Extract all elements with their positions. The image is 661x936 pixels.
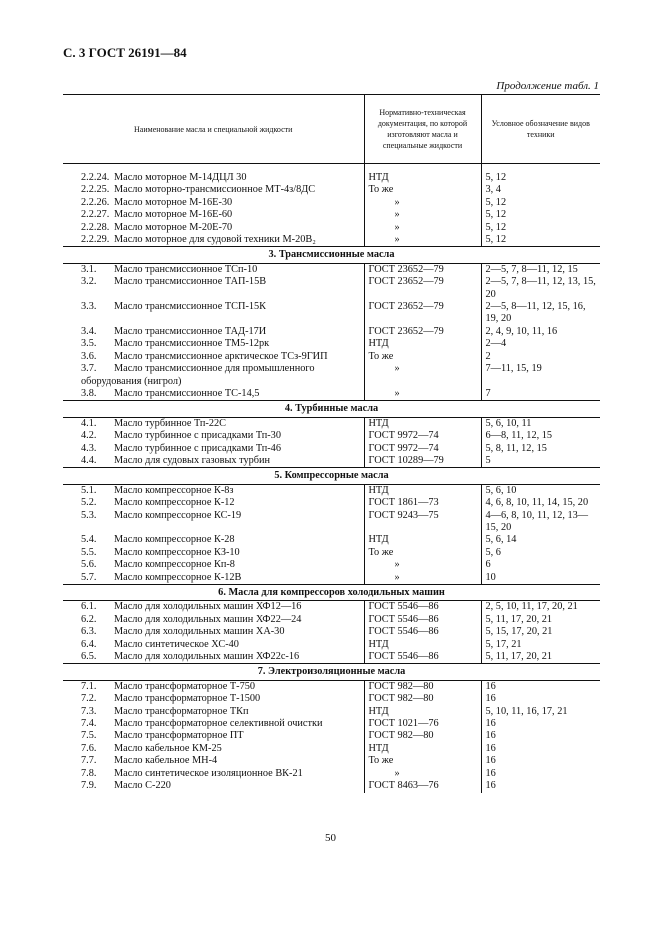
equipment-codes-cell: 7 xyxy=(481,388,600,401)
standard-doc-cell: ГОСТ 982—80 xyxy=(364,693,481,705)
table-row xyxy=(63,639,600,651)
standard-doc-cell: НТД xyxy=(364,743,481,755)
oil-name: Масло трансмиссионное ТМ5-12рк xyxy=(114,338,270,350)
table-row xyxy=(63,209,600,221)
standard-doc-cell: ГОСТ 9243—75 xyxy=(364,510,481,535)
oil-name-cell xyxy=(63,184,364,196)
oil-name: Масло трансформаторное ПТ xyxy=(114,730,244,742)
item-number: 4.2. xyxy=(81,430,97,442)
equipment-codes-cell: 2, 4, 9, 10, 11, 16 xyxy=(481,326,600,338)
table-row xyxy=(63,326,600,338)
oil-name-cell xyxy=(63,572,364,585)
oil-name-cell xyxy=(63,559,364,571)
equipment-codes-cell: 2—5, 7, 8—11, 12, 15 xyxy=(481,263,600,276)
table-row xyxy=(63,693,600,705)
table-row xyxy=(63,626,600,638)
column-header-name: Наименование масла и специальной жидкости xyxy=(63,95,364,164)
oil-name: Масло турбинное Тп-22С xyxy=(114,417,227,429)
oil-name: Масло моторное М-14ДЦЛ 30 xyxy=(114,172,247,183)
oil-name: Масло турбинное с присадками Тп-46 xyxy=(114,442,281,454)
oil-name: Масло трансформаторное селективной очистки xyxy=(114,718,323,730)
table-row xyxy=(63,222,600,234)
table-row xyxy=(63,172,600,184)
table-row xyxy=(63,388,600,401)
table-row xyxy=(63,455,600,468)
standard-doc-cell: ГОСТ 5546—86 xyxy=(364,651,481,664)
standard-doc-cell: То же xyxy=(364,755,481,767)
item-number: 2.2.29. xyxy=(81,234,110,246)
oil-name: Масло компрессорное К-8з xyxy=(114,484,234,496)
table-row xyxy=(63,430,600,442)
item-number: 3.6. xyxy=(81,350,97,362)
oil-name: Масло моторно-трансмиссионное МТ-4з/8ДС xyxy=(114,184,316,196)
equipment-codes-cell: 5, 12 xyxy=(481,234,600,247)
oil-name: Масло синтетическое ХС-40 xyxy=(114,638,239,650)
item-number: 7.8. xyxy=(81,767,97,779)
oil-name-cell xyxy=(63,351,364,363)
table-row xyxy=(63,363,600,388)
oil-name-cell xyxy=(63,276,364,301)
oil-name-cell xyxy=(63,497,364,509)
item-number: 6.3. xyxy=(81,626,97,638)
item-number: 3.2. xyxy=(81,276,97,288)
page-number: 50 xyxy=(325,832,336,844)
table-row xyxy=(63,706,600,718)
equipment-codes-cell: 5, 8, 11, 12, 15 xyxy=(481,443,600,455)
oil-name-cell xyxy=(63,301,364,326)
spacer-cell xyxy=(364,164,481,173)
oil-table xyxy=(63,94,600,793)
equipment-codes-cell: 5, 15, 17, 20, 21 xyxy=(481,626,600,638)
oil-name: Масло компрессорное Кп-8 xyxy=(114,559,235,571)
oil-name-cell xyxy=(63,209,364,221)
standard-doc-cell: » xyxy=(364,234,481,247)
oil-name-cell xyxy=(63,693,364,705)
standard-doc-cell: ГОСТ 8463—76 xyxy=(364,780,481,792)
oil-name: Масло С-220 xyxy=(114,780,171,792)
oil-name-cell xyxy=(63,706,364,718)
standard-doc-cell: » xyxy=(364,559,481,571)
standard-doc-cell: ГОСТ 982—80 xyxy=(364,680,481,693)
item-number: 2.2.28. xyxy=(81,221,110,233)
oil-name-cell xyxy=(63,326,364,338)
oil-name-cell xyxy=(63,768,364,780)
equipment-codes-cell: 16 xyxy=(481,768,600,780)
section-title: 5. Компрессорные масла xyxy=(63,468,600,484)
standard-doc-cell: ГОСТ 9972—74 xyxy=(364,430,481,442)
oil-name-cell xyxy=(63,755,364,767)
item-number: 4.1. xyxy=(81,417,97,429)
item-number: 7.5. xyxy=(81,730,97,742)
equipment-codes-cell: 4—6, 8, 10, 11, 12, 13—15, 20 xyxy=(481,510,600,535)
spacer-cell xyxy=(63,164,364,173)
equipment-codes-cell: 2 xyxy=(481,351,600,363)
standard-doc-cell: НТД xyxy=(364,417,481,430)
table-row xyxy=(63,197,600,209)
item-number: 2.2.25. xyxy=(81,184,110,196)
table-row xyxy=(63,510,600,535)
standard-doc-cell: ГОСТ 10289—79 xyxy=(364,455,481,468)
item-number: 7.3. xyxy=(81,705,97,717)
table-row xyxy=(63,338,600,350)
standard-doc-cell: ГОСТ 5546—86 xyxy=(364,601,481,614)
oil-name: Масло моторное М-20Е-70 xyxy=(114,221,233,233)
oil-name-cell xyxy=(63,222,364,234)
section-title: 3. Трансмиссионные масла xyxy=(63,247,600,263)
oil-name: Масло для холодильных машин ХФ22—24 xyxy=(114,613,302,625)
equipment-codes-cell: 5 xyxy=(481,455,600,468)
oil-name-cell xyxy=(63,455,364,468)
table-row xyxy=(63,351,600,363)
standard-doc-cell: ГОСТ 23652—79 xyxy=(364,326,481,338)
equipment-codes-cell: 16 xyxy=(481,780,600,792)
spacer-cell xyxy=(481,164,600,173)
section-heading-row xyxy=(63,585,600,601)
oil-name: Масло трансформаторное Т-1500 xyxy=(114,693,261,705)
standard-doc-cell: » xyxy=(364,209,481,221)
standard-doc-cell: ГОСТ 5546—86 xyxy=(364,614,481,626)
oil-name: Масло для холодильных машин ХФ12—16 xyxy=(114,601,302,613)
standard-doc-cell: НТД xyxy=(364,484,481,497)
item-number: 3.3. xyxy=(81,301,97,313)
equipment-codes-cell: 16 xyxy=(481,680,600,693)
oil-name-cell xyxy=(63,430,364,442)
equipment-codes-cell: 16 xyxy=(481,718,600,730)
oil-name-cell xyxy=(63,718,364,730)
oil-name-cell xyxy=(63,639,364,651)
item-number: 4.3. xyxy=(81,442,97,454)
section-heading-row xyxy=(63,664,600,680)
item-number: 3.5. xyxy=(81,338,97,350)
oil-name-cell xyxy=(63,626,364,638)
equipment-codes-cell: 6 xyxy=(481,559,600,571)
oil-name-cell xyxy=(63,510,364,535)
oil-name: Масло трансмиссионное ТАД-17И xyxy=(114,325,267,337)
oil-name-cell xyxy=(63,338,364,350)
table-row xyxy=(63,443,600,455)
equipment-codes-cell: 5, 12 xyxy=(481,222,600,234)
equipment-codes-cell: 5, 11, 17, 20, 21 xyxy=(481,614,600,626)
oil-name-cell xyxy=(63,263,364,276)
standard-doc-cell: То же xyxy=(364,184,481,196)
oil-name-cell xyxy=(63,197,364,209)
item-number: 5.7. xyxy=(81,571,97,583)
table-continuation-note: Продолжение табл. 1 xyxy=(496,80,599,92)
standard-doc-cell: ГОСТ 23652—79 xyxy=(364,301,481,326)
oil-name: Масло трансмиссионное ТС-14,5 xyxy=(114,387,260,399)
table-row xyxy=(63,497,600,509)
standard-doc-cell: НТД xyxy=(364,534,481,546)
section-title: 7. Электроизоляционные масла xyxy=(63,664,600,680)
oil-name: Масло моторное М-16Е-60 xyxy=(114,209,233,221)
item-number: 3.7. xyxy=(81,363,97,375)
oil-name: Масло синтетическое изоляционное ВК-21 xyxy=(114,767,303,779)
equipment-codes-cell: 5, 6, 10 xyxy=(481,484,600,497)
section-title: 6. Масла для компрессоров холодильных машин xyxy=(63,585,600,601)
standard-doc-cell: » xyxy=(364,572,481,585)
standard-doc-cell: НТД xyxy=(364,639,481,651)
oil-name: Масло кабельное КМ-25 xyxy=(114,742,222,754)
equipment-codes-cell: 16 xyxy=(481,755,600,767)
table-row xyxy=(63,276,600,301)
standard-doc-cell: ГОСТ 1861—73 xyxy=(364,497,481,509)
standard-doc-cell: То же xyxy=(364,351,481,363)
item-number: 7.4. xyxy=(81,718,97,730)
column-header-doc: Нормативно-техническая документация, по которой изготовляют масла и специальные жидкости xyxy=(364,95,481,164)
item-number: 5.4. xyxy=(81,534,97,546)
standard-doc-cell: » xyxy=(364,222,481,234)
table-row xyxy=(63,614,600,626)
table-row xyxy=(63,484,600,497)
equipment-codes-cell: 16 xyxy=(481,693,600,705)
standard-doc-cell: ГОСТ 23652—79 xyxy=(364,263,481,276)
equipment-codes-cell: 16 xyxy=(481,743,600,755)
oil-name: Масло компрессорное К-28 xyxy=(114,534,235,546)
oil-name-cell xyxy=(63,780,364,792)
item-number: 2.2.26. xyxy=(81,196,110,208)
oil-name-cell xyxy=(63,651,364,664)
item-number: 6.5. xyxy=(81,651,97,663)
table-row xyxy=(63,534,600,546)
item-number: 7.7. xyxy=(81,755,97,767)
table-row xyxy=(63,234,600,247)
table-row xyxy=(63,780,600,792)
page-header-title: С. 3 ГОСТ 26191—84 xyxy=(63,45,187,60)
oil-name-cell xyxy=(63,547,364,559)
oil-name-cell xyxy=(63,363,364,388)
oil-name: Масло трансмиссионное ТСП-15К xyxy=(114,301,267,313)
table-row xyxy=(63,417,600,430)
table-row xyxy=(63,730,600,742)
oil-name: Масло трансформаторное Т-750 xyxy=(114,680,256,692)
item-number: 5.2. xyxy=(81,497,97,509)
equipment-codes-cell: 5, 6 xyxy=(481,547,600,559)
equipment-codes-cell: 5, 6, 10, 11 xyxy=(481,417,600,430)
table-row xyxy=(63,184,600,196)
item-number: 2.2.24. xyxy=(81,172,110,183)
item-number: 5.5. xyxy=(81,546,97,558)
equipment-codes-cell: 10 xyxy=(481,572,600,585)
table-row xyxy=(63,651,600,664)
table-row xyxy=(63,680,600,693)
oil-name: Масло для холодильных машин ХА-30 xyxy=(114,626,285,638)
item-number: 6.1. xyxy=(81,601,97,613)
table-row xyxy=(63,547,600,559)
section-heading-row xyxy=(63,401,600,417)
table-row xyxy=(63,743,600,755)
standard-doc-cell: » xyxy=(364,768,481,780)
standard-doc-cell: ГОСТ 1021—76 xyxy=(364,718,481,730)
standard-doc-cell: НТД xyxy=(364,172,481,184)
table-body xyxy=(63,164,600,793)
equipment-codes-cell: 5, 10, 11, 16, 17, 21 xyxy=(481,706,600,718)
equipment-codes-cell: 6—8, 11, 12, 15 xyxy=(481,430,600,442)
item-number: 6.4. xyxy=(81,638,97,650)
equipment-codes-cell: 7—11, 15, 19 xyxy=(481,363,600,388)
table-row xyxy=(63,263,600,276)
standard-doc-cell: » xyxy=(364,197,481,209)
oil-name: Масло моторное для судовой техники М-20В₂ xyxy=(114,234,316,246)
equipment-codes-cell: 2—5, 7, 8—11, 12, 13, 15, 20 xyxy=(481,276,600,301)
oil-name: Масло для холодильных машин ХФ22с-16 xyxy=(114,651,300,663)
equipment-codes-cell: 4, 6, 8, 10, 11, 14, 15, 20 xyxy=(481,497,600,509)
table-row xyxy=(63,559,600,571)
oil-name-cell xyxy=(63,443,364,455)
standard-doc-cell: НТД xyxy=(364,706,481,718)
item-number: 7.2. xyxy=(81,693,97,705)
oil-name-cell xyxy=(63,172,364,184)
oil-name: Масло компрессорное К-12 xyxy=(114,497,235,509)
oil-name: Масло для судовых газовых турбин xyxy=(114,454,271,466)
oil-name-cell xyxy=(63,601,364,614)
item-number: 7.6. xyxy=(81,742,97,754)
standard-doc-cell: ГОСТ 982—80 xyxy=(364,730,481,742)
standard-doc-cell: То же xyxy=(364,547,481,559)
table-row xyxy=(63,572,600,585)
section-heading-row xyxy=(63,468,600,484)
standard-doc-cell: » xyxy=(364,388,481,401)
equipment-codes-cell: 2—5, 8—11, 12, 15, 16, 19, 20 xyxy=(481,301,600,326)
standard-doc-cell: ГОСТ 5546—86 xyxy=(364,626,481,638)
item-number: 5.1. xyxy=(81,484,97,496)
table-header-row xyxy=(63,95,600,164)
table-row xyxy=(63,755,600,767)
item-number: 5.3. xyxy=(81,509,97,521)
table-row xyxy=(63,718,600,730)
table-row xyxy=(63,768,600,780)
equipment-codes-cell: 3, 4 xyxy=(481,184,600,196)
oil-name: Масло трансмиссионное ТАП-15В xyxy=(114,276,267,288)
oil-name: Масло трансмиссионное для промышленного оборудования (нигрол) xyxy=(81,363,315,387)
oil-name-cell xyxy=(63,743,364,755)
oil-name-cell xyxy=(63,417,364,430)
equipment-codes-cell: 5, 12 xyxy=(481,197,600,209)
spacer-row xyxy=(63,164,600,173)
equipment-codes-cell: 5, 6, 14 xyxy=(481,534,600,546)
item-number: 2.2.27. xyxy=(81,209,110,221)
item-number: 3.8. xyxy=(81,387,97,399)
oil-name-cell xyxy=(63,234,364,247)
equipment-codes-cell: 2—4 xyxy=(481,338,600,350)
item-number: 7.1. xyxy=(81,680,97,692)
oil-name: Масло компрессорное КЗ-10 xyxy=(114,546,240,558)
oil-name-cell xyxy=(63,730,364,742)
equipment-codes-cell: 16 xyxy=(481,730,600,742)
item-number: 7.9. xyxy=(81,780,97,792)
oil-name: Масло трансмиссионное арктическое ТСз-9ГИП xyxy=(114,350,328,362)
table-row xyxy=(63,301,600,326)
oil-name: Масло трансформаторное ТКп xyxy=(114,705,249,717)
standard-doc-cell: НТД xyxy=(364,338,481,350)
item-number: 5.6. xyxy=(81,559,97,571)
equipment-codes-cell: 5, 12 xyxy=(481,172,600,184)
equipment-codes-cell: 5, 12 xyxy=(481,209,600,221)
item-number: 3.1. xyxy=(81,263,97,275)
oil-name-cell xyxy=(63,388,364,401)
oil-name-cell xyxy=(63,614,364,626)
section-heading-row xyxy=(63,247,600,263)
item-number: 4.4. xyxy=(81,454,97,466)
item-number: 3.4. xyxy=(81,325,97,337)
equipment-codes-cell: 5, 17, 21 xyxy=(481,639,600,651)
equipment-codes-cell: 2, 5, 10, 11, 17, 20, 21 xyxy=(481,601,600,614)
section-title: 4. Турбинные масла xyxy=(63,401,600,417)
item-number: 6.2. xyxy=(81,613,97,625)
standard-doc-cell: » xyxy=(364,363,481,388)
oil-name: Масло компрессорное К-12В xyxy=(114,571,242,583)
equipment-codes-cell: 5, 11, 17, 20, 21 xyxy=(481,651,600,664)
oil-name: Масло турбинное с присадками Тп-30 xyxy=(114,430,281,442)
standard-doc-cell: ГОСТ 9972—74 xyxy=(364,443,481,455)
oil-name-cell xyxy=(63,484,364,497)
oil-name: Масло моторное М-16Е-30 xyxy=(114,196,233,208)
column-header-equipment: Условное обозначение видов техники xyxy=(481,95,600,164)
oil-name-cell xyxy=(63,680,364,693)
oil-name-cell xyxy=(63,534,364,546)
oil-name: Масло кабельное МН-4 xyxy=(114,755,218,767)
standard-doc-cell: ГОСТ 23652—79 xyxy=(364,276,481,301)
table-row xyxy=(63,601,600,614)
oil-name: Масло компрессорное КС-19 xyxy=(114,509,242,521)
oil-name: Масло трансмиссионное ТСп-10 xyxy=(114,263,258,275)
